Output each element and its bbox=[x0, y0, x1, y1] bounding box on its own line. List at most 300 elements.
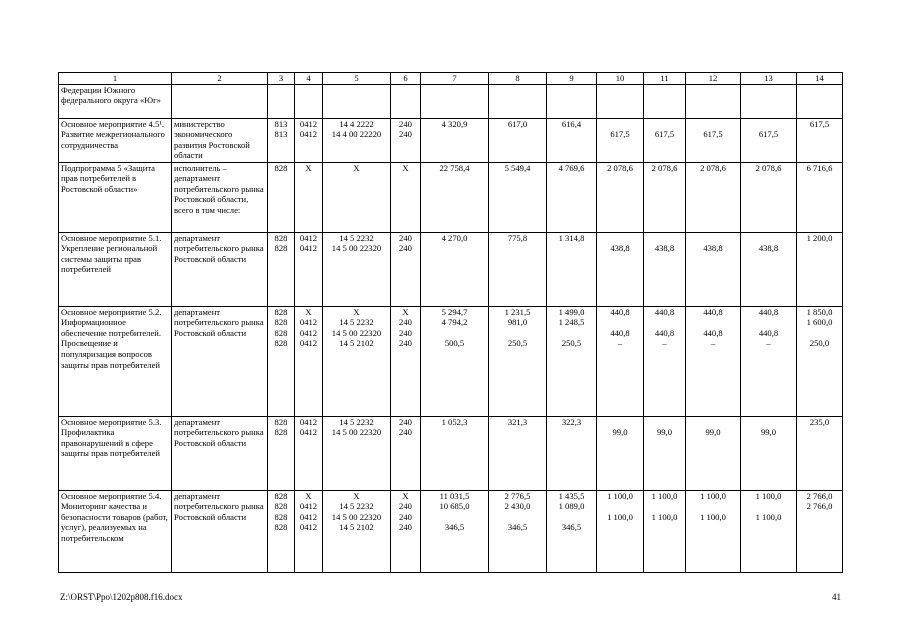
cell-line: 0412 bbox=[299, 317, 318, 328]
value-cell bbox=[547, 162, 597, 232]
cell-line: 14 5 2232 bbox=[339, 416, 374, 427]
value-cell bbox=[547, 306, 597, 416]
cell-line: 828 bbox=[274, 427, 288, 438]
activity-name-cell: Основное мероприятие 5.2. Информационное обеспечение потребителей. Просвещение и популяризация вопросов защиты прав потребителей bbox=[59, 306, 172, 416]
cell-line: 240 bbox=[399, 501, 412, 512]
value-cell bbox=[323, 416, 391, 490]
value-cell bbox=[797, 490, 843, 572]
cell-line bbox=[423, 129, 486, 140]
value-cell bbox=[323, 84, 391, 118]
cell-line: 617,5 bbox=[703, 129, 723, 140]
executor-cell: министерство экономического развития Ростовской области bbox=[172, 118, 268, 162]
cell-line: 438,8 bbox=[654, 243, 675, 254]
value-cell bbox=[597, 306, 644, 416]
value-cell bbox=[597, 84, 644, 118]
cell-line: 1 100,0 bbox=[755, 490, 782, 501]
cell-line: 828 bbox=[274, 327, 288, 338]
header-cell: 2 bbox=[172, 73, 268, 85]
table-row bbox=[59, 84, 843, 118]
value-cell bbox=[644, 84, 686, 118]
cell-line: 2 776,5 bbox=[504, 490, 531, 501]
value-cell bbox=[391, 490, 421, 572]
cell-line: 2 078,6 bbox=[651, 162, 678, 173]
cell-line bbox=[688, 119, 738, 130]
value-cell bbox=[268, 84, 295, 118]
cell-line: 2 766,0 bbox=[806, 501, 833, 512]
cell-line: 14 4 00 22220 bbox=[331, 129, 382, 140]
value-cell bbox=[295, 416, 323, 490]
cell-line: 617,0 bbox=[507, 118, 528, 129]
cell-line: 0412 bbox=[299, 501, 318, 512]
cell-line bbox=[646, 233, 683, 244]
document-path: Z:\ORST\Ppo\1202p808.f16.docx bbox=[60, 592, 183, 602]
activity-name-cell: Основное мероприятие 5.4. Мониторинг качества и безопасности товаров (работ, услуг), реализуемых на потребительском bbox=[59, 490, 172, 572]
cell-line: 500,5 bbox=[444, 338, 465, 349]
cell-line bbox=[688, 233, 738, 244]
cell-line: 0412 bbox=[299, 416, 318, 427]
value-cell bbox=[421, 162, 489, 232]
cell-line bbox=[743, 501, 794, 512]
cell-line: 828 bbox=[274, 338, 288, 349]
cell-line bbox=[549, 512, 594, 523]
cell-line: 828 bbox=[274, 501, 288, 512]
header-cell: 3 bbox=[268, 73, 295, 85]
cell-line bbox=[646, 317, 683, 328]
cell-line: – bbox=[617, 338, 623, 349]
cell-line bbox=[599, 417, 641, 428]
value-cell bbox=[644, 232, 686, 306]
value-cell bbox=[644, 162, 686, 232]
value-cell bbox=[295, 84, 323, 118]
table-row bbox=[59, 416, 843, 490]
cell-line bbox=[799, 427, 840, 438]
value-cell bbox=[547, 232, 597, 306]
cell-line: 240 bbox=[399, 427, 412, 438]
executor-cell: департамент потребительского рынка Ростовской области bbox=[172, 232, 268, 306]
value-cell bbox=[686, 232, 741, 306]
cell-line: 440,8 bbox=[654, 306, 675, 317]
cell-line bbox=[799, 243, 840, 254]
cell-line: 617,5 bbox=[610, 129, 630, 140]
cell-line: 346,5 bbox=[444, 522, 465, 533]
value-cell bbox=[391, 118, 421, 162]
cell-line: 1 248,5 bbox=[558, 317, 585, 328]
cell-line: 0412 bbox=[299, 118, 318, 129]
cell-line bbox=[743, 417, 794, 428]
value-cell bbox=[489, 416, 547, 490]
header-cell: 5 bbox=[323, 73, 391, 85]
value-cell bbox=[268, 416, 295, 490]
cell-line bbox=[549, 129, 594, 140]
value-cell bbox=[597, 490, 644, 572]
value-cell bbox=[489, 162, 547, 232]
header-cell: 7 bbox=[421, 73, 489, 85]
header-cell: 8 bbox=[489, 73, 547, 85]
cell-line: 240 bbox=[399, 416, 412, 427]
cell-line: 1 100,0 bbox=[651, 511, 678, 522]
cell-line: 440,8 bbox=[703, 306, 723, 317]
value-cell bbox=[797, 306, 843, 416]
value-cell bbox=[268, 118, 295, 162]
value-cell bbox=[421, 232, 489, 306]
cell-line bbox=[799, 522, 840, 533]
value-cell bbox=[391, 162, 421, 232]
activity-name-cell: Федерации Южного федерального округа «Юг» bbox=[59, 84, 172, 118]
cell-line bbox=[549, 427, 594, 438]
header-cell: 11 bbox=[644, 73, 686, 85]
cell-line: 828 bbox=[274, 232, 288, 243]
cell-line: 1 499,0 bbox=[558, 306, 585, 317]
cell-line: 321,3 bbox=[507, 416, 528, 427]
cell-line: 828 bbox=[274, 490, 288, 501]
cell-line: 1 100,0 bbox=[700, 511, 726, 522]
cell-line bbox=[688, 501, 738, 512]
cell-line: 5 294,7 bbox=[441, 306, 468, 317]
cell-line: 828 bbox=[274, 306, 288, 317]
value-cell bbox=[797, 232, 843, 306]
cell-line: 240 bbox=[399, 522, 412, 533]
table-row bbox=[59, 232, 843, 306]
cell-line: 440,8 bbox=[654, 327, 675, 338]
cell-line bbox=[743, 119, 794, 130]
value-cell bbox=[741, 118, 797, 162]
value-cell bbox=[323, 490, 391, 572]
value-cell bbox=[268, 232, 295, 306]
value-cell bbox=[741, 162, 797, 232]
cell-line: 616,4 bbox=[561, 118, 582, 129]
cell-line: 1 600,0 bbox=[806, 317, 833, 328]
value-cell bbox=[797, 162, 843, 232]
table-row bbox=[59, 118, 843, 162]
cell-line: 0412 bbox=[299, 327, 318, 338]
cell-line: X bbox=[402, 162, 409, 173]
value-cell bbox=[644, 490, 686, 572]
cell-line bbox=[743, 522, 794, 533]
cell-line bbox=[491, 427, 544, 438]
cell-line: X bbox=[402, 306, 409, 317]
cell-line: 2 078,6 bbox=[755, 162, 782, 173]
cell-line: 14 5 00 22320 bbox=[331, 511, 382, 522]
cell-line: 1 231,5 bbox=[504, 306, 531, 317]
value-cell bbox=[797, 84, 843, 118]
cell-line: 0412 bbox=[299, 338, 318, 349]
cell-line: X bbox=[402, 490, 409, 501]
value-cell bbox=[797, 118, 843, 162]
cell-line: 240 bbox=[399, 327, 412, 338]
cell-line: 14 4 2222 bbox=[339, 118, 374, 129]
header-cell: 14 bbox=[797, 73, 843, 85]
cell-line: 14 5 00 22320 bbox=[331, 243, 382, 254]
cell-line: 828 bbox=[274, 243, 288, 254]
cell-line bbox=[646, 501, 683, 512]
value-cell bbox=[295, 490, 323, 572]
cell-line: 2 766,0 bbox=[806, 490, 833, 501]
activity-name-cell: Основное мероприятие 4.5¹. Развитие межрегионального сотрудничества bbox=[59, 118, 172, 162]
cell-line: 438,8 bbox=[610, 243, 630, 254]
cell-line: 5 549,4 bbox=[504, 162, 531, 173]
cell-line: 240 bbox=[399, 338, 412, 349]
executor-cell: исполнитель – департамент потребительского рынка Ростовской области, всего в том числе: bbox=[172, 162, 268, 232]
value-cell bbox=[686, 84, 741, 118]
header-cell: 6 bbox=[391, 73, 421, 85]
value-cell bbox=[547, 490, 597, 572]
cell-line: 346,5 bbox=[507, 522, 528, 533]
cell-line: 0412 bbox=[299, 232, 318, 243]
cell-line: 1 314,8 bbox=[558, 232, 585, 243]
cell-line bbox=[491, 328, 544, 339]
value-cell bbox=[686, 118, 741, 162]
cell-line: 10 685,0 bbox=[439, 501, 470, 512]
value-cell bbox=[268, 490, 295, 572]
cell-line: 322,3 bbox=[561, 416, 582, 427]
cell-line: 438,8 bbox=[703, 243, 723, 254]
cell-line bbox=[549, 243, 594, 254]
cell-line: 1 089,0 bbox=[558, 501, 585, 512]
cell-line: – bbox=[710, 338, 716, 349]
cell-line: 828 bbox=[274, 162, 288, 173]
value-cell bbox=[797, 416, 843, 490]
value-cell bbox=[421, 118, 489, 162]
cell-line bbox=[688, 317, 738, 328]
value-cell bbox=[323, 306, 391, 416]
cell-line: 14 5 2102 bbox=[339, 522, 374, 533]
cell-line: 4 794,2 bbox=[441, 317, 468, 328]
cell-line bbox=[743, 233, 794, 244]
cell-line: X bbox=[353, 490, 360, 501]
executor-cell bbox=[172, 84, 268, 118]
value-cell bbox=[547, 118, 597, 162]
value-cell bbox=[295, 118, 323, 162]
value-cell bbox=[741, 416, 797, 490]
cell-line: 235,0 bbox=[809, 416, 830, 427]
cell-line bbox=[599, 501, 641, 512]
value-cell bbox=[323, 118, 391, 162]
value-cell bbox=[547, 416, 597, 490]
cell-line: 440,8 bbox=[610, 327, 630, 338]
value-cell bbox=[741, 490, 797, 572]
cell-line bbox=[599, 317, 641, 328]
cell-line bbox=[646, 522, 683, 533]
cell-line: 14 5 00 22320 bbox=[331, 427, 382, 438]
value-cell bbox=[421, 306, 489, 416]
cell-line: 0412 bbox=[299, 522, 318, 533]
cell-line: 813 bbox=[274, 118, 288, 129]
cell-line bbox=[491, 129, 544, 140]
value-cell bbox=[391, 84, 421, 118]
value-cell bbox=[489, 84, 547, 118]
cell-line: 250,5 bbox=[561, 338, 582, 349]
cell-line: 828 bbox=[274, 522, 288, 533]
cell-line bbox=[646, 119, 683, 130]
cell-line: 4 769,6 bbox=[558, 162, 585, 173]
value-cell bbox=[268, 162, 295, 232]
header-cell: 4 bbox=[295, 73, 323, 85]
activity-name-cell: Основное мероприятие 5.1. Укрепление региональной системы защиты прав потребителей bbox=[59, 232, 172, 306]
value-cell bbox=[644, 416, 686, 490]
cell-line bbox=[743, 317, 794, 328]
cell-line bbox=[491, 512, 544, 523]
cell-line: 440,8 bbox=[610, 306, 630, 317]
header-cell: 9 bbox=[547, 73, 597, 85]
cell-line: 1 435,5 bbox=[558, 490, 585, 501]
cell-line: 14 5 2232 bbox=[339, 317, 374, 328]
cell-line: 0412 bbox=[299, 511, 318, 522]
cell-line: – bbox=[766, 338, 771, 349]
cell-line: 240 bbox=[399, 129, 412, 140]
cell-line: 4 320,9 bbox=[441, 118, 468, 129]
cell-line: X bbox=[305, 490, 312, 501]
header-row bbox=[59, 73, 843, 85]
cell-line: 440,8 bbox=[758, 327, 779, 338]
cell-line: 14 5 2232 bbox=[339, 501, 374, 512]
cell-line: 11 031,5 bbox=[439, 490, 470, 501]
value-cell bbox=[295, 306, 323, 416]
value-cell bbox=[323, 232, 391, 306]
executor-cell: департамент потребительского рынка Ростовской области bbox=[172, 490, 268, 572]
cell-line bbox=[688, 522, 738, 533]
value-cell bbox=[686, 490, 741, 572]
value-cell bbox=[686, 306, 741, 416]
value-cell bbox=[741, 306, 797, 416]
cell-line: 438,8 bbox=[758, 243, 779, 254]
cell-line: 99,0 bbox=[612, 427, 628, 438]
value-cell bbox=[597, 416, 644, 490]
value-cell bbox=[391, 306, 421, 416]
cell-line bbox=[423, 427, 486, 438]
value-cell bbox=[644, 306, 686, 416]
cell-line bbox=[423, 328, 486, 339]
value-cell bbox=[295, 232, 323, 306]
value-cell bbox=[421, 490, 489, 572]
cell-line: 1 100,0 bbox=[700, 490, 726, 501]
cell-line bbox=[423, 243, 486, 254]
cell-line bbox=[799, 129, 840, 140]
cell-line: 1 850,0 bbox=[806, 306, 833, 317]
cell-line: X bbox=[305, 306, 312, 317]
value-cell bbox=[421, 84, 489, 118]
value-cell bbox=[489, 232, 547, 306]
header-cell: 1 bbox=[59, 73, 172, 85]
value-cell bbox=[421, 416, 489, 490]
value-cell bbox=[489, 490, 547, 572]
value-cell bbox=[597, 118, 644, 162]
value-cell bbox=[741, 84, 797, 118]
cell-line: 775,8 bbox=[507, 232, 528, 243]
cell-line: 4 270,0 bbox=[441, 232, 468, 243]
value-cell bbox=[686, 162, 741, 232]
cell-line: 828 bbox=[274, 416, 288, 427]
cell-line bbox=[423, 512, 486, 523]
cell-line bbox=[646, 417, 683, 428]
value-cell bbox=[644, 118, 686, 162]
cell-line: 6 716,6 bbox=[806, 162, 833, 173]
table-body bbox=[59, 73, 843, 573]
page-number: 41 bbox=[832, 592, 841, 602]
cell-line: 440,8 bbox=[758, 306, 779, 317]
value-cell bbox=[686, 416, 741, 490]
table-row bbox=[59, 306, 843, 416]
value-cell bbox=[547, 84, 597, 118]
cell-line: 250,5 bbox=[507, 338, 528, 349]
cell-line bbox=[491, 243, 544, 254]
cell-line: 99,0 bbox=[760, 427, 777, 438]
cell-line: 2 078,6 bbox=[700, 162, 726, 173]
table-row bbox=[59, 490, 843, 572]
cell-line: – bbox=[662, 338, 667, 349]
cell-line: 2 430,0 bbox=[504, 501, 531, 512]
header-cell: 13 bbox=[741, 73, 797, 85]
cell-line: 240 bbox=[399, 511, 412, 522]
cell-line: 240 bbox=[399, 243, 412, 254]
cell-line bbox=[599, 522, 641, 533]
executor-cell: департамент потребительского рынка Ростовской области bbox=[172, 306, 268, 416]
cell-line bbox=[799, 328, 840, 339]
cell-line: 1 200,0 bbox=[806, 232, 833, 243]
cell-line: 0412 bbox=[299, 427, 318, 438]
cell-line: 813 bbox=[274, 129, 288, 140]
cell-line: 1 100,0 bbox=[651, 490, 678, 501]
cell-line: 981,0 bbox=[507, 317, 528, 328]
cell-line: 99,0 bbox=[656, 427, 673, 438]
cell-line: 1 052,3 bbox=[441, 416, 468, 427]
cell-line: 617,5 bbox=[809, 118, 830, 129]
cell-line: 1 100,0 bbox=[607, 490, 633, 501]
cell-line: 828 bbox=[274, 317, 288, 328]
cell-line: 0412 bbox=[299, 243, 318, 254]
value-cell bbox=[489, 306, 547, 416]
cell-line: X bbox=[353, 306, 360, 317]
cell-line: 617,5 bbox=[654, 129, 675, 140]
table-row bbox=[59, 162, 843, 232]
value-cell bbox=[295, 162, 323, 232]
cell-line: 440,8 bbox=[703, 327, 723, 338]
cell-line: 99,0 bbox=[705, 427, 721, 438]
cell-line: 240 bbox=[399, 317, 412, 328]
cell-line bbox=[688, 417, 738, 428]
value-cell bbox=[391, 416, 421, 490]
cell-line: 0412 bbox=[299, 129, 318, 140]
cell-line: 2 078,6 bbox=[607, 162, 633, 173]
value-cell bbox=[597, 232, 644, 306]
cell-line: X bbox=[305, 162, 312, 173]
cell-line bbox=[549, 328, 594, 339]
cell-line: 14 5 00 22320 bbox=[331, 327, 382, 338]
value-cell bbox=[268, 306, 295, 416]
cell-line bbox=[599, 233, 641, 244]
executor-cell: департамент потребительского рынка Ростовской области bbox=[172, 416, 268, 490]
header-cell: 12 bbox=[686, 73, 741, 85]
cell-line: 1 100,0 bbox=[607, 511, 633, 522]
cell-line: 1 100,0 bbox=[755, 511, 782, 522]
cell-line: 14 5 2232 bbox=[339, 232, 374, 243]
cell-line bbox=[599, 119, 641, 130]
cell-line: 14 5 2102 bbox=[339, 338, 374, 349]
value-cell bbox=[597, 162, 644, 232]
cell-line: X bbox=[353, 162, 360, 173]
header-cell: 10 bbox=[597, 73, 644, 85]
activity-name-cell: Подпрограмма 5 «Защита прав потребителей в Ростовской области» bbox=[59, 162, 172, 232]
cell-line: 240 bbox=[399, 232, 412, 243]
cell-line: 828 bbox=[274, 511, 288, 522]
cell-line: 22 758,4 bbox=[439, 162, 470, 173]
cell-line: 250,0 bbox=[809, 338, 830, 349]
cell-line: 617,5 bbox=[758, 129, 779, 140]
budget-table bbox=[58, 72, 843, 573]
activity-name-cell: Основное мероприятие 5.3. Профилактика правонарушений в сфере защиты прав потребителей bbox=[59, 416, 172, 490]
value-cell bbox=[323, 162, 391, 232]
cell-line bbox=[799, 512, 840, 523]
value-cell bbox=[489, 118, 547, 162]
